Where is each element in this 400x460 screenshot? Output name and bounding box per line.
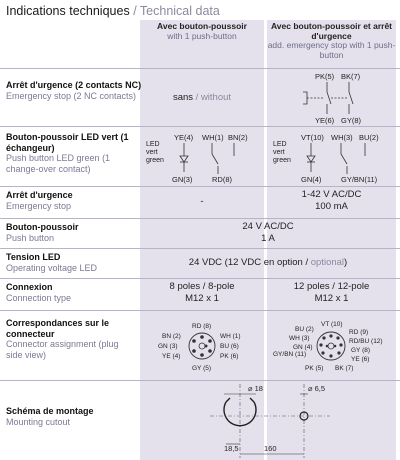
- estop-col1-fr: sans: [172, 92, 194, 103]
- connection-col2: [267, 281, 396, 305]
- estop-rating-col1: -: [200, 196, 204, 207]
- row-mounting-label: [6, 406, 94, 427]
- row-led-button-label: [6, 132, 141, 174]
- conn12-bu2: BU (2): [295, 326, 314, 333]
- pin-gn3: GN(3): [172, 175, 193, 184]
- estop-rating-col2: [267, 189, 396, 213]
- pin-bu2: BU(2): [359, 133, 379, 142]
- estop-col1-value: [140, 92, 264, 104]
- conn8-ye4: YE (4): [162, 353, 181, 360]
- row-connection-label: [6, 282, 71, 303]
- estop-col1-sep: /: [195, 92, 199, 103]
- pin-gn4: GN(4): [301, 175, 322, 184]
- row-connection-en: Connection type: [6, 292, 72, 303]
- push-button-voltage: 24 V AC/DC: [242, 221, 294, 232]
- conn12-gybn11: GY/BN (11): [273, 351, 307, 358]
- estop-rating-voltage: 1-42 V AC/DC: [301, 189, 362, 200]
- pin-bk7: BK(7): [341, 72, 361, 81]
- row-connector-en: Connector assignment (plug side view): [6, 339, 119, 360]
- connection-col2-poles: 12 poles / 12-pole: [293, 281, 370, 292]
- led-label-2-vert: vert: [273, 149, 285, 156]
- row-push-button-fr: Bouton-poussoir: [6, 222, 79, 232]
- connection-col1-poles: 8 poles / 8-pole: [169, 281, 235, 292]
- row-led-button-en: Push button LED green (1 change-over contact): [6, 153, 111, 174]
- connector-8pin-diagram: [140, 310, 264, 380]
- led-label-1: LED: [146, 141, 160, 148]
- conn8-gy5: GY (5): [192, 365, 212, 372]
- push-button-rating: [140, 221, 396, 245]
- push-button-current: 1 A: [261, 233, 275, 244]
- row-mounting-en: Mounting cutout: [6, 416, 71, 427]
- conn12-gy8: GY (8): [351, 347, 371, 354]
- conn8-bn2: BN (2): [162, 333, 181, 340]
- row-led-button-fr: Bouton-poussoir LED vert (1 échangeur): [6, 132, 129, 153]
- conn12-wh3: WH (3): [289, 335, 310, 342]
- estop-rating-current: 100 mA: [315, 201, 348, 212]
- row-connector-label: [6, 318, 136, 360]
- led-voltage-main: 24 VDC (12 VDC en option /: [188, 257, 311, 268]
- led-label-2-green: green: [273, 157, 291, 164]
- column-header-1-en: with 1 push-button: [167, 30, 237, 41]
- column-header-2-en: add. emergency stop with 1 push-button: [267, 40, 396, 60]
- led-voltage-value: [140, 257, 396, 269]
- conn8-pk6: PK (6): [220, 353, 239, 360]
- conn12-ye6: YE (6): [351, 356, 370, 363]
- pin-wh3: WH(3): [331, 133, 353, 142]
- led-label-1-green: green: [146, 157, 164, 164]
- dim-w185: 18,5: [224, 444, 239, 453]
- row-connection-fr: Connexion: [6, 282, 53, 292]
- connection-col2-thread: M12 x 1: [314, 293, 349, 304]
- conn12-rdbu12: RD/BU (12): [349, 338, 383, 345]
- row-estop-contacts-fr: Arrêt d'urgence (2 contacts NC): [6, 80, 142, 90]
- connection-col1: [140, 281, 264, 305]
- pin-vt10: VT(10): [301, 133, 324, 142]
- column-header-1-fr: Avec bouton-poussoir: [157, 21, 247, 31]
- conn12-pk5: PK (5): [305, 365, 324, 372]
- pin-pk5: PK(5): [315, 72, 335, 81]
- row-estop-contacts-en: Emergency stop (2 NC contacts): [6, 90, 137, 101]
- led-wiring-diagram-1: [140, 126, 264, 186]
- title-separator: /: [133, 4, 137, 18]
- row-led-voltage: [0, 248, 400, 249]
- row-push-button-label: [6, 222, 79, 243]
- pin-ye4: YE(4): [174, 133, 194, 142]
- row-led-voltage-en: Operating voltage LED: [6, 262, 98, 273]
- row-estop-contacts-label: [6, 80, 141, 101]
- pin-wh1: WH(1): [202, 133, 224, 142]
- column-header-2-fr: Avec bouton-poussoir et arrêt d'urgence: [270, 21, 393, 41]
- estop-col1-en: without: [200, 92, 232, 103]
- conn12-rd9: RD (9): [349, 329, 369, 336]
- conn8-wh1: WH (1): [220, 333, 241, 340]
- conn12-vt10: VT (10): [321, 321, 343, 328]
- conn8-bu6: BU (6): [220, 343, 239, 350]
- connection-col1-thread: M12 x 1: [185, 293, 219, 304]
- estop-wiring-diagram: [267, 68, 396, 126]
- led-voltage-optional: optional: [310, 257, 345, 268]
- title-en: Technical data: [139, 4, 220, 18]
- row-push-button-en: Push button: [6, 232, 55, 243]
- led-wiring-diagram-2: [267, 126, 396, 186]
- dim-d18: ⌀ 18: [248, 384, 263, 393]
- led-label-2: LED: [273, 141, 287, 148]
- row-led-voltage-fr: Tension LED: [6, 252, 61, 262]
- pin-rd8: RD(8): [212, 175, 232, 184]
- title-fr: Indications techniques: [6, 4, 130, 18]
- conn8-gn3: GN (3): [158, 343, 178, 350]
- pin-bn2: BN(2): [228, 133, 248, 142]
- row-estop-rating-label: [6, 190, 73, 211]
- conn12-gn4: GN (4): [293, 344, 313, 351]
- row-estop-rating-fr: Arrêt d'urgence: [6, 190, 73, 200]
- column-header-1: [140, 22, 264, 41]
- led-voltage-end: ): [344, 257, 348, 268]
- row-estop-rating-en: Emergency stop: [6, 200, 72, 211]
- row-estop-rating: [0, 186, 400, 187]
- mounting-cutout-drawing: [140, 380, 396, 460]
- connector-12pin-diagram: [267, 310, 396, 380]
- column-header-2: [267, 22, 396, 60]
- row-connection: [0, 278, 400, 279]
- row-mounting-fr: Schéma de montage: [6, 406, 94, 416]
- pin-ye6: YE(6): [315, 116, 335, 125]
- page-title: [6, 4, 220, 18]
- dim-w160: 160: [264, 444, 277, 453]
- row-push-button: [0, 218, 400, 219]
- led-label-1-vert: vert: [146, 149, 158, 156]
- row-led-voltage-label: [6, 252, 97, 273]
- conn8-rd8: RD (8): [192, 323, 212, 330]
- pin-gybn11: GY/BN(11): [341, 175, 378, 184]
- row-connector-fr: Correspondances sur le connecteur: [6, 318, 110, 339]
- pin-gy8: GY(8): [341, 116, 362, 125]
- dim-d65: ⌀ 6,5: [308, 384, 326, 393]
- conn12-bk7: BK (7): [335, 365, 354, 372]
